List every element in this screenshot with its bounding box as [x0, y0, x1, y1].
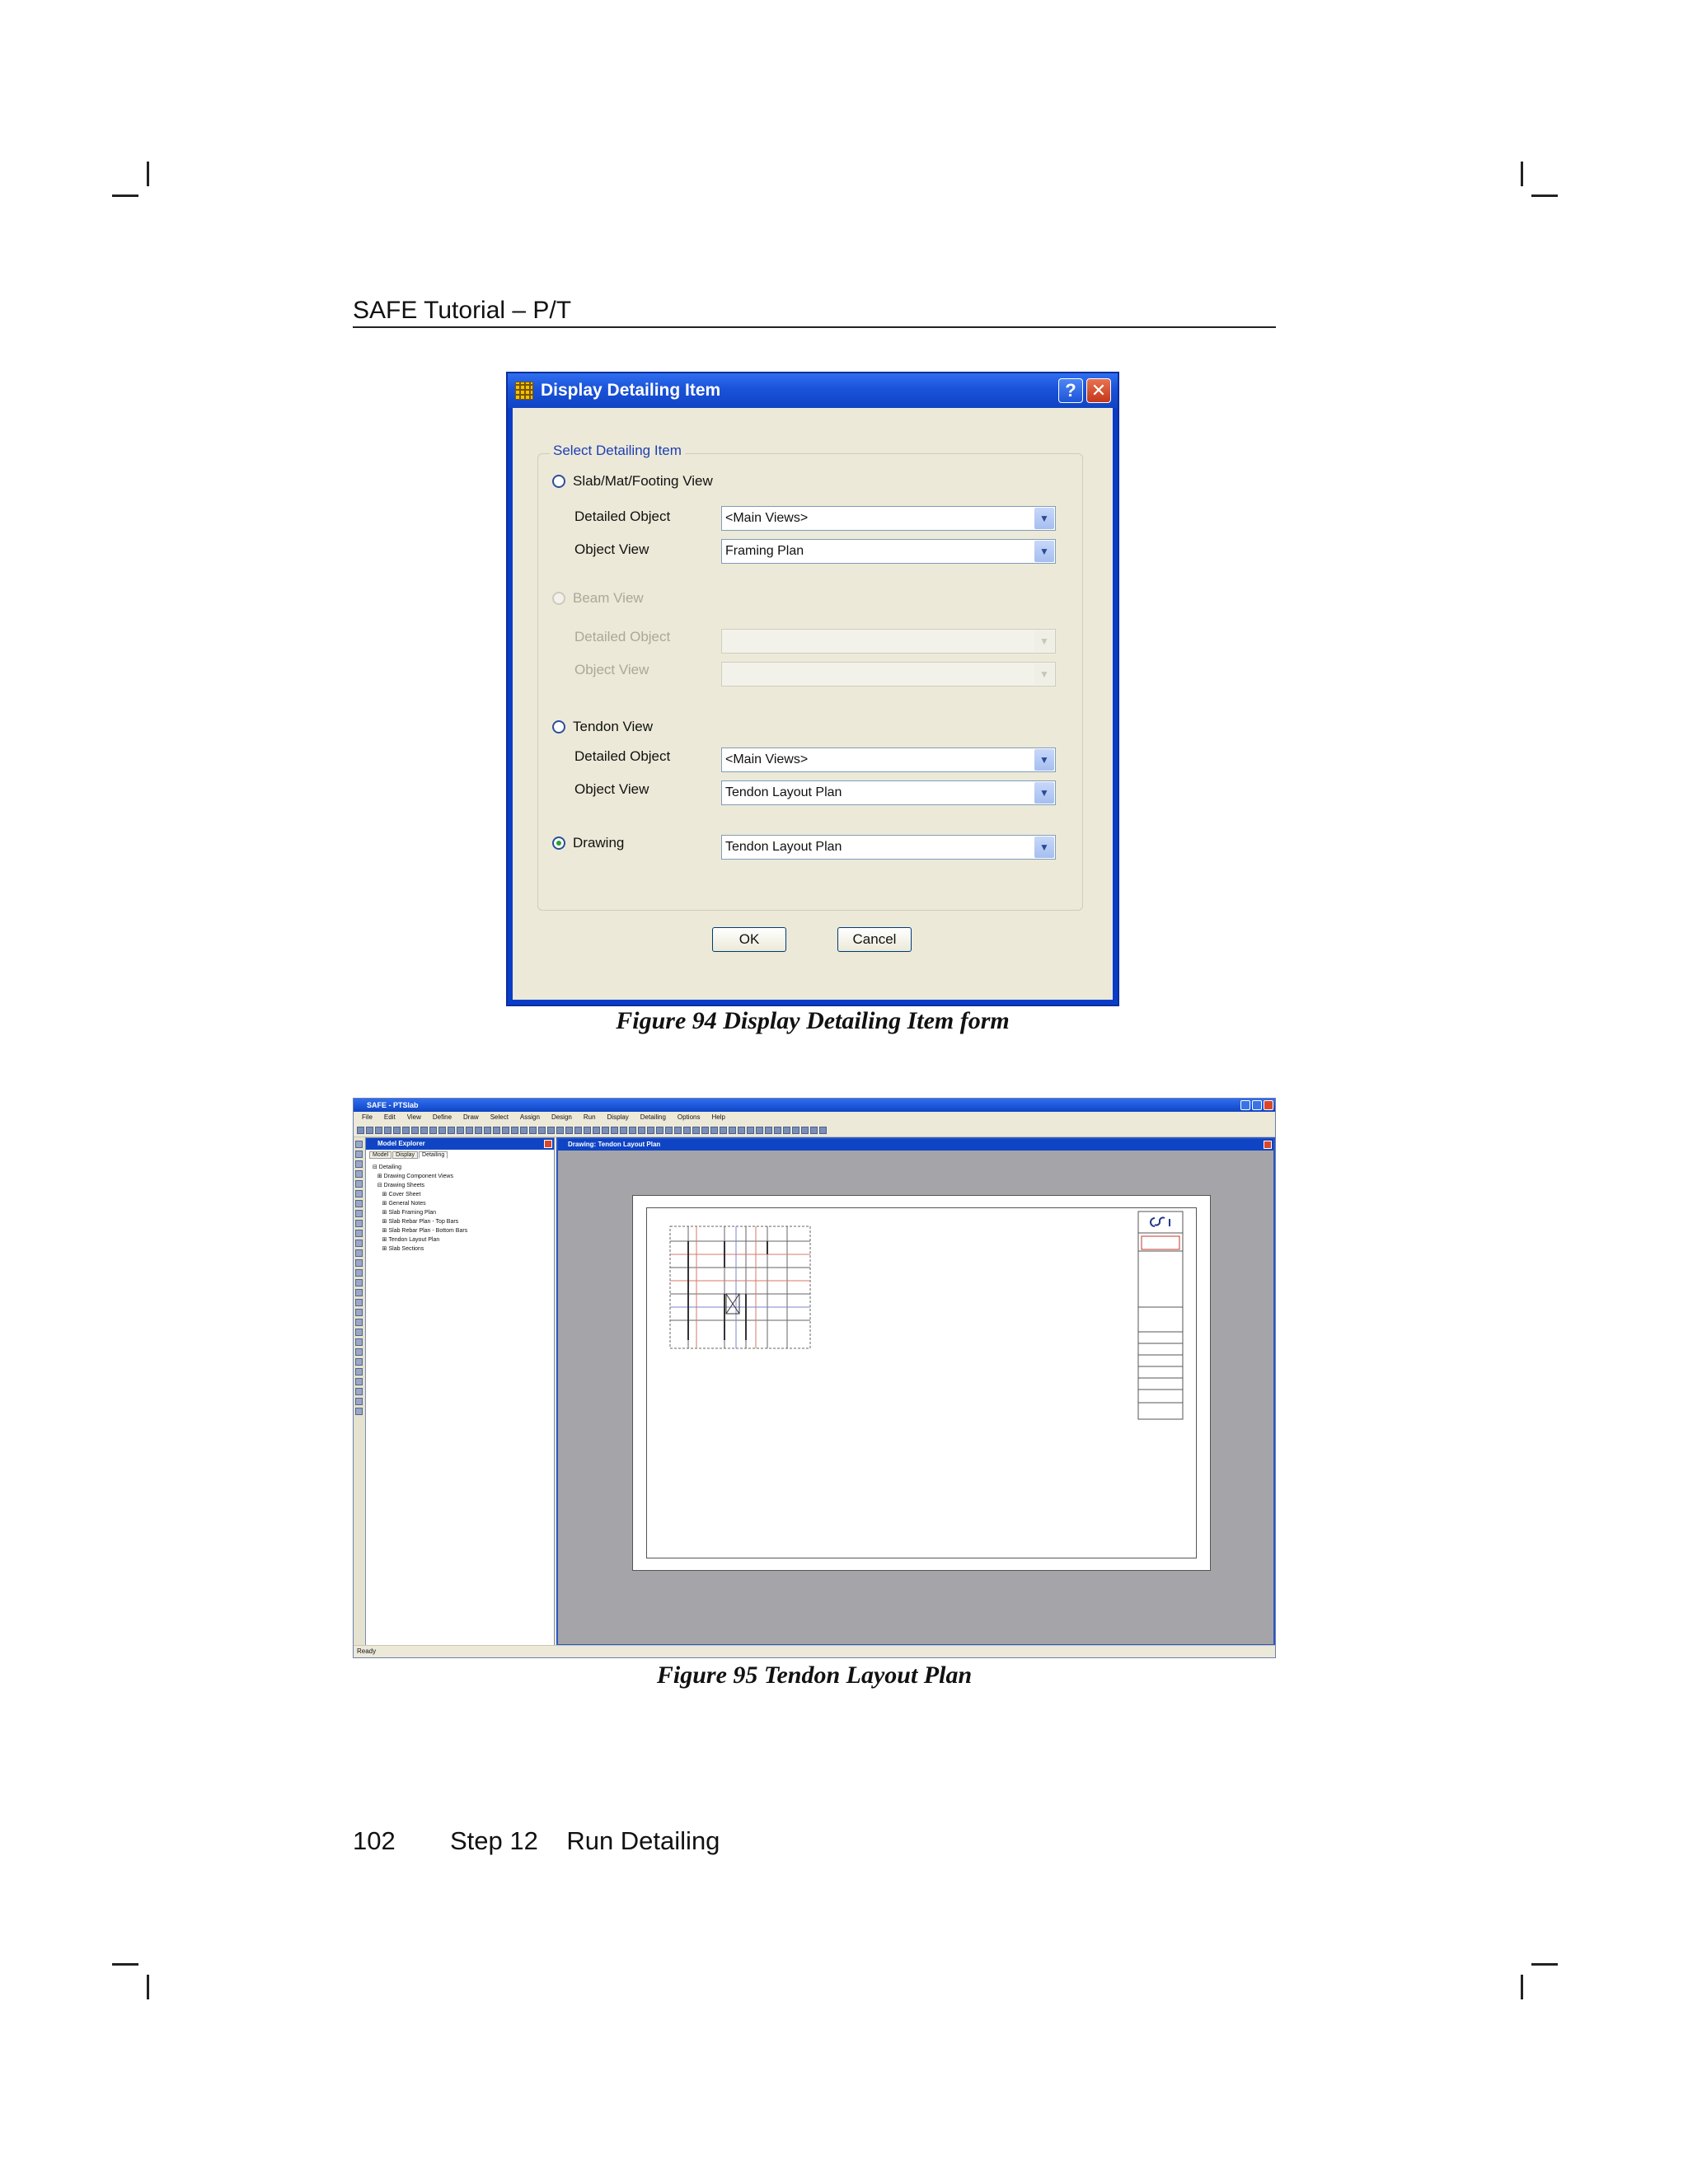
tendon-detailed-object-label: Detailed Object: [574, 748, 671, 764]
dialog-title: Display Detailing Item: [541, 381, 721, 400]
toolbar-button-icon[interactable]: [366, 1127, 373, 1134]
toolbar-button-icon[interactable]: [384, 1127, 392, 1134]
toolbar-button-icon[interactable]: [547, 1127, 555, 1134]
draw-tool-icon[interactable]: [355, 1398, 363, 1405]
tree-item[interactable]: ⊞ General Notes: [373, 1201, 426, 1207]
draw-tool-icon[interactable]: [355, 1319, 363, 1326]
toolbar-button-icon[interactable]: [747, 1127, 754, 1134]
draw-tool-icon[interactable]: [355, 1240, 363, 1247]
close-button[interactable]: [1264, 1100, 1273, 1110]
menu-item-display[interactable]: Display: [607, 1113, 629, 1121]
explorer-title-bar: [366, 1138, 554, 1150]
explorer-title: Model Explorer: [377, 1140, 425, 1147]
tree-item[interactable]: ⊟ Detailing: [373, 1165, 402, 1170]
tree-item[interactable]: ⊞ Tendon Layout Plan: [373, 1237, 440, 1243]
toolbar-button-icon[interactable]: [520, 1127, 528, 1134]
toolbar-button-icon[interactable]: [429, 1127, 437, 1134]
safe-app-window: [353, 1098, 1276, 1658]
toolbar-button-icon[interactable]: [484, 1127, 491, 1134]
select-detailing-item-group: [537, 443, 1083, 911]
drawing-window: [556, 1137, 1275, 1646]
figure-94-caption: Figure 94 Display Detailing Item form: [616, 1007, 1010, 1034]
status-text: Ready: [357, 1647, 377, 1655]
draw-tool-icon[interactable]: [355, 1348, 363, 1356]
close-button[interactable]: ✕: [1086, 378, 1111, 403]
toolbar-button-icon[interactable]: [647, 1127, 654, 1134]
toolbar-button-icon[interactable]: [819, 1127, 827, 1134]
toolbar-button-icon[interactable]: [801, 1127, 809, 1134]
slab-object-view-label: Object View: [574, 541, 649, 557]
chevron-down-icon[interactable]: ▼: [1034, 749, 1054, 771]
restore-button[interactable]: [1252, 1100, 1262, 1110]
tendon-view-radio[interactable]: [552, 720, 565, 733]
crop-mark: [1521, 1975, 1523, 1999]
menu-bar: [354, 1112, 1275, 1123]
toolbar-button-icon[interactable]: [683, 1127, 691, 1134]
tendon-view-label: Tendon View: [573, 719, 654, 734]
toolbar-button-icon[interactable]: [783, 1127, 790, 1134]
slab-object-view-combo[interactable]: [721, 539, 1056, 564]
draw-tool-icon[interactable]: [355, 1368, 363, 1376]
draw-tool-icon[interactable]: [355, 1220, 363, 1227]
tab-model[interactable]: Model: [369, 1151, 392, 1159]
tab-display[interactable]: Display: [392, 1151, 418, 1159]
toolbar-button-icon[interactable]: [357, 1127, 364, 1134]
chevron-down-icon[interactable]: ▼: [1034, 837, 1054, 858]
combo-value: Framing Plan: [725, 544, 804, 558]
menu-item-define[interactable]: Define: [432, 1113, 452, 1121]
toolbar-button-icon[interactable]: [438, 1127, 446, 1134]
sheet-border: [646, 1207, 1197, 1558]
toolbar-button-icon[interactable]: [638, 1127, 645, 1134]
tree-item[interactable]: ⊟ Drawing Sheets: [373, 1183, 425, 1188]
draw-tool-icon[interactable]: [355, 1230, 363, 1237]
toolbar-button-icon[interactable]: [529, 1127, 537, 1134]
menu-item-edit[interactable]: Edit: [383, 1113, 396, 1121]
tendon-object-view-label: Object View: [574, 781, 649, 797]
toolbar-button-icon[interactable]: [393, 1127, 401, 1134]
crop-mark: [112, 1963, 138, 1966]
draw-tool-icon[interactable]: [355, 1388, 363, 1395]
drawing-label: Drawing: [573, 835, 625, 851]
menu-item-view[interactable]: View: [406, 1113, 421, 1121]
tendon-object-view-combo[interactable]: [721, 780, 1056, 805]
header-title: SAFE Tutorial – P/T: [353, 297, 572, 324]
menu-item-draw[interactable]: Draw: [463, 1113, 479, 1121]
toolbar-button-icon[interactable]: [692, 1127, 700, 1134]
drawing-title-bar: [558, 1139, 1273, 1151]
tree-item[interactable]: ⊞ Drawing Component Views: [373, 1174, 453, 1179]
toolbar-button-icon[interactable]: [756, 1127, 763, 1134]
toolbar-button-icon[interactable]: [475, 1127, 482, 1134]
toolbar-button-icon[interactable]: [411, 1127, 419, 1134]
draw-tool-icon[interactable]: [355, 1151, 363, 1158]
slab-detailed-object-combo[interactable]: [721, 506, 1056, 531]
dialog-title-bar: [508, 373, 1118, 408]
tree-item[interactable]: ⊞ Slab Rebar Plan - Bottom Bars: [373, 1228, 468, 1234]
model-explorer-panel: [365, 1137, 555, 1646]
toolbar-button-icon[interactable]: [493, 1127, 500, 1134]
crop-mark: [147, 1975, 149, 1999]
menu-item-run[interactable]: Run: [583, 1113, 596, 1121]
toolbar-button-icon[interactable]: [710, 1127, 718, 1134]
status-bar: [354, 1645, 1275, 1657]
figure-95-caption: Figure 95 Tendon Layout Plan: [656, 1661, 973, 1689]
toolbar-button-icon[interactable]: [502, 1127, 509, 1134]
draw-tool-icon[interactable]: [355, 1309, 363, 1316]
tendon-layout-plan-drawing: [647, 1208, 1198, 1559]
toolbar-button-icon[interactable]: [665, 1127, 673, 1134]
toolbar-button-icon[interactable]: [511, 1127, 518, 1134]
toolbar-button-icon[interactable]: [611, 1127, 618, 1134]
slab-view-radio[interactable]: [552, 475, 565, 488]
draw-tool-icon[interactable]: [355, 1249, 363, 1257]
chevron-down-icon[interactable]: ▼: [1034, 782, 1054, 804]
toolbar-button-icon[interactable]: [738, 1127, 745, 1134]
draw-tool-icon[interactable]: [355, 1279, 363, 1286]
slab-detailed-object-label: Detailed Object: [574, 509, 671, 524]
beam-detailed-object-combo[interactable]: [721, 629, 1056, 654]
toolbar-button-icon[interactable]: [629, 1127, 636, 1134]
ok-button[interactable]: OK: [712, 927, 786, 952]
toolbar-button-icon[interactable]: [620, 1127, 627, 1134]
toolbar-button-icon[interactable]: [420, 1127, 428, 1134]
draw-tool-icon[interactable]: [355, 1180, 363, 1188]
crop-mark: [147, 162, 149, 186]
tree-item[interactable]: ⊞ Slab Framing Plan: [373, 1210, 437, 1216]
menu-item-options[interactable]: Options: [677, 1113, 701, 1121]
beam-view-radio[interactable]: [552, 592, 565, 605]
draw-tool-icon[interactable]: [355, 1210, 363, 1217]
menu-item-detailing[interactable]: Detailing: [640, 1113, 666, 1121]
toolbar: [354, 1123, 1275, 1137]
crop-mark: [112, 194, 138, 197]
chevron-down-icon[interactable]: ▼: [1034, 663, 1054, 685]
close-icon[interactable]: [1264, 1141, 1272, 1149]
slab-view-label: Slab/Mat/Footing View: [573, 473, 713, 489]
left-toolbar: [354, 1137, 366, 1646]
tab-detailing[interactable]: Detailing: [419, 1151, 448, 1159]
toolbar-button-icon[interactable]: [402, 1127, 410, 1134]
detailing-tree: [373, 1163, 467, 1254]
toolbar-button-icon[interactable]: [674, 1127, 682, 1134]
menu-item-file[interactable]: File: [362, 1113, 373, 1121]
toolbar-button-icon[interactable]: [538, 1127, 546, 1134]
menu-item-design[interactable]: Design: [551, 1113, 572, 1121]
drawing-radio[interactable]: [552, 837, 565, 850]
toolbar-button-icon[interactable]: [774, 1127, 781, 1134]
toolbar-button-icon[interactable]: [457, 1127, 464, 1134]
crop-mark: [1531, 1963, 1558, 1966]
explorer-tabs: [369, 1151, 448, 1159]
tendon-detailed-object-combo[interactable]: [721, 748, 1056, 772]
toolbar-button-icon[interactable]: [602, 1127, 609, 1134]
tree-item[interactable]: ⊞ Slab Sections: [373, 1246, 424, 1252]
toolbar-button-icon[interactable]: [574, 1127, 582, 1134]
drawing-combo[interactable]: [721, 835, 1056, 860]
draw-tool-icon[interactable]: [355, 1170, 363, 1178]
crop-mark: [1521, 162, 1523, 186]
menu-item-help[interactable]: Help: [711, 1113, 725, 1121]
toolbar-button-icon[interactable]: [701, 1127, 709, 1134]
draw-tool-icon[interactable]: [355, 1190, 363, 1197]
safe-app-icon: [515, 382, 533, 400]
draw-tool-icon[interactable]: [355, 1160, 363, 1168]
page-number: 102: [353, 1826, 396, 1855]
toolbar-button-icon[interactable]: [656, 1127, 663, 1134]
draw-tool-icon[interactable]: [355, 1141, 363, 1148]
tree-item[interactable]: ⊞ Slab Rebar Plan - Top Bars: [373, 1219, 459, 1225]
toolbar-button-icon[interactable]: [565, 1127, 573, 1134]
toolbar-button-icon[interactable]: [593, 1127, 600, 1134]
close-icon[interactable]: [544, 1140, 552, 1148]
dialog-body: [513, 408, 1113, 1000]
chevron-down-icon[interactable]: ▼: [1034, 508, 1054, 529]
draw-tool-icon[interactable]: [355, 1378, 363, 1385]
toolbar-button-icon[interactable]: [810, 1127, 818, 1134]
beam-view-label: Beam View: [573, 590, 644, 606]
combo-value: <Main Views>: [725, 511, 809, 525]
drawing-title: Drawing: Tendon Layout Plan: [568, 1141, 661, 1148]
combo-value: <Main Views>: [725, 752, 809, 766]
beam-object-view-combo[interactable]: [721, 662, 1056, 687]
toolbar-button-icon[interactable]: [792, 1127, 799, 1134]
toolbar-button-icon[interactable]: [729, 1127, 736, 1134]
app-title-bar: [354, 1099, 1275, 1112]
group-label: Select Detailing Item: [550, 443, 685, 459]
draw-tool-icon[interactable]: [355, 1408, 363, 1415]
cancel-button[interactable]: Cancel: [837, 927, 912, 952]
draw-tool-icon[interactable]: [355, 1200, 363, 1207]
toolbar-button-icon[interactable]: [375, 1127, 382, 1134]
draw-tool-icon[interactable]: [355, 1289, 363, 1296]
drawing-sheet: [632, 1195, 1211, 1571]
draw-tool-icon[interactable]: [355, 1259, 363, 1267]
menu-item-assign[interactable]: Assign: [519, 1113, 540, 1121]
draw-tool-icon[interactable]: [355, 1338, 363, 1346]
toolbar-button-icon[interactable]: [720, 1127, 727, 1134]
help-button[interactable]: ?: [1058, 378, 1083, 403]
draw-tool-icon[interactable]: [355, 1299, 363, 1306]
toolbar-button-icon[interactable]: [448, 1127, 455, 1134]
beam-detailed-object-label: Detailed Object: [574, 629, 671, 644]
beam-object-view-label: Object View: [574, 662, 649, 677]
chevron-down-icon[interactable]: ▼: [1034, 630, 1054, 652]
page-header: [353, 295, 1276, 328]
menu-item-select[interactable]: Select: [490, 1113, 509, 1121]
app-title: SAFE - PTSlab: [367, 1101, 419, 1109]
toolbar-button-icon[interactable]: [556, 1127, 564, 1134]
crop-mark: [1531, 194, 1558, 197]
display-detailing-item-dialog: [506, 372, 1119, 1006]
minimize-button[interactable]: [1240, 1100, 1250, 1110]
draw-tool-icon[interactable]: [355, 1269, 363, 1277]
chevron-down-icon[interactable]: ▼: [1034, 541, 1054, 562]
footer-section: Step 12 Run Detailing: [450, 1826, 720, 1855]
toolbar-button-icon[interactable]: [584, 1127, 591, 1134]
draw-tool-icon[interactable]: [355, 1358, 363, 1366]
toolbar-button-icon[interactable]: [466, 1127, 473, 1134]
combo-value: Tendon Layout Plan: [725, 785, 842, 799]
tree-item[interactable]: ⊞ Cover Sheet: [373, 1192, 421, 1197]
combo-value: Tendon Layout Plan: [725, 840, 842, 854]
toolbar-button-icon[interactable]: [765, 1127, 772, 1134]
draw-tool-icon[interactable]: [355, 1329, 363, 1336]
